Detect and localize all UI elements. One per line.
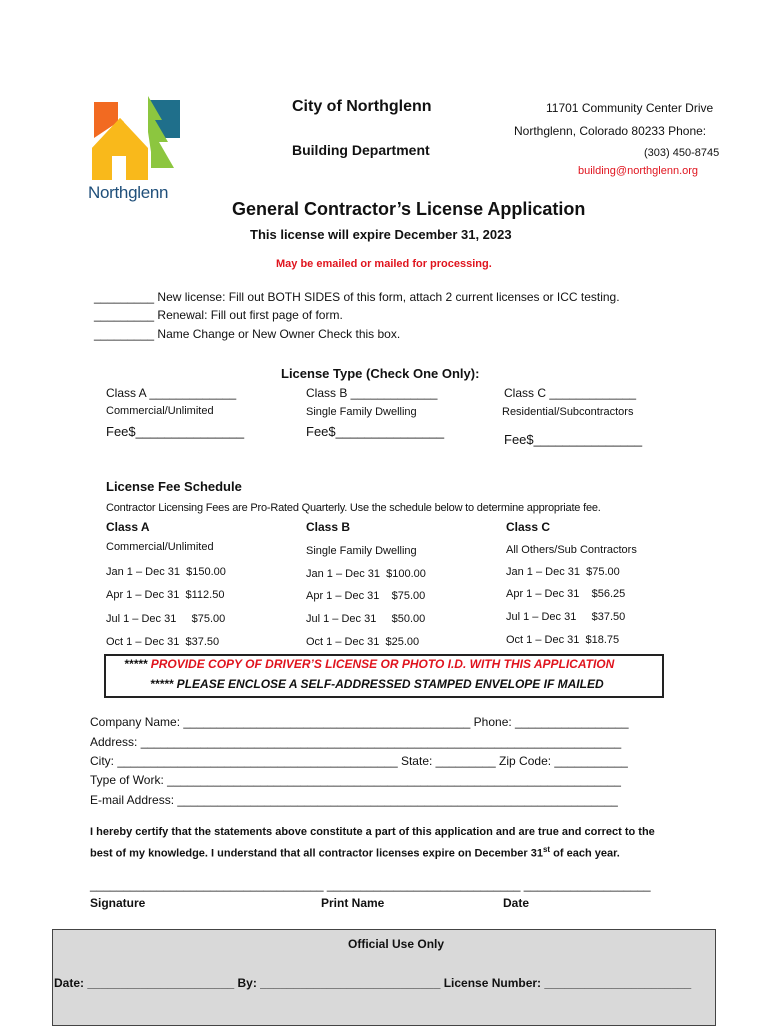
schedule-class-c-desc: All Others/Sub Contractors [506, 544, 637, 556]
class-c-desc: Residential/Subcontractors [502, 406, 634, 418]
certification-line-1: I hereby certify that the statements above constitute a part of this application and are true and correct to the [90, 826, 655, 838]
schedule-class-a-desc: Commercial/Unlimited [106, 541, 214, 553]
notice-line-2: ***** PLEASE ENCLOSE A SELF-ADDRESSED STAMPED ENVELOPE IF MAILED [150, 677, 604, 691]
schedule-class-b-name: Class B [306, 520, 351, 534]
email-field[interactable]: E-mail Address: __________________________________________________________________ [90, 793, 618, 807]
expiry-note: This license will expire December 31, 2023 [250, 227, 512, 242]
submission-note: May be emailed or mailed for processing. [276, 258, 492, 270]
class-c-select[interactable]: Class C _____________ [504, 386, 637, 400]
city-title: City of Northglenn [292, 98, 432, 115]
class-a-desc: Commercial/Unlimited [106, 405, 214, 417]
schedule-class-c-name: Class C [506, 520, 551, 534]
certification-text: best of my knowledge. I understand that all contractor licenses expire on December 31 [90, 847, 543, 860]
schedule-b-row: Oct 1 – Dec 31 $25.00 [306, 636, 420, 648]
schedule-class-a-name: Class A [106, 520, 150, 534]
notice-id-requirement: PROVIDE COPY OF DRIVER’S LICENSE OR PHOTO I.D. WITH THIS APPLICATION [150, 657, 615, 671]
schedule-a-row: Apr 1 – Dec 31 $112.50 [106, 589, 225, 601]
ordinal-suffix: st [542, 845, 551, 854]
option-new-license[interactable]: _________ New license: Fill out BOTH SIDES of this form, attach 2 current licenses or ICC testing. [94, 290, 620, 304]
certification-text-end: of each year. [550, 847, 620, 860]
type-of-work-field[interactable]: Type of Work: ____________________________________________________________________ [90, 773, 621, 787]
company-phone-field[interactable]: Company Name: ___________________________________________ Phone: _________________ [90, 715, 629, 729]
notice-stars: ***** [124, 657, 151, 671]
certification-line-2 [90, 845, 620, 860]
class-a-select[interactable]: Class A _____________ [106, 386, 237, 400]
option-name-change[interactable]: _________ Name Change or New Owner Check this box. [94, 327, 401, 341]
notice-line-1 [124, 657, 614, 671]
logo-house-tree-icon [88, 92, 188, 184]
fee-schedule-intro: Contractor Licensing Fees are Pro-Rated Quarterly. Use the schedule below to determine appropriate fee. [106, 502, 601, 514]
schedule-class-b-desc: Single Family Dwelling [306, 545, 417, 557]
official-use-title: Official Use Only [348, 937, 445, 951]
city-logo [88, 92, 188, 200]
class-b-desc: Single Family Dwelling [306, 406, 417, 418]
official-use-fields[interactable]: Date: ______________________ By: ___________________________ License Number: ______________________ [54, 976, 692, 990]
class-b-select[interactable]: Class B _____________ [306, 386, 438, 400]
fee-schedule-heading: License Fee Schedule [106, 479, 242, 494]
print-name-label: Print Name [321, 896, 385, 910]
address-line-2: Northglenn, Colorado 80233 Phone: [514, 124, 707, 138]
class-c-fee[interactable]: Fee$_______________ [504, 432, 643, 447]
form-title: General Contractor’s License Application [232, 199, 586, 219]
email-link[interactable]: building@northglenn.org [578, 165, 699, 177]
schedule-b-row: Jan 1 – Dec 31 $100.00 [306, 568, 426, 580]
address-line-1: 11701 Community Center Drive [546, 101, 714, 115]
address-field[interactable]: Address: ________________________________________________________________________ [90, 735, 622, 749]
option-renewal[interactable]: _________ Renewal: Fill out first page of form. [94, 308, 343, 322]
schedule-c-row: Oct 1 – Dec 31 $18.75 [506, 634, 620, 646]
city-state-zip-field[interactable]: City: __________________________________________ State: _________ Zip Code: ___________ [90, 754, 628, 768]
department-name: Building Department [292, 142, 430, 158]
schedule-a-row: Oct 1 – Dec 31 $37.50 [106, 636, 220, 648]
signature-lines[interactable]: ___________________________________ _____________________________ ___________________ [90, 878, 651, 892]
schedule-c-row: Jul 1 – Dec 31 $37.50 [506, 611, 626, 623]
schedule-c-row: Jan 1 – Dec 31 $75.00 [506, 566, 620, 578]
license-type-heading: License Type (Check One Only): [281, 366, 480, 381]
schedule-c-row: Apr 1 – Dec 31 $56.25 [506, 588, 626, 600]
phone-number: (303) 450-8745 [644, 147, 720, 159]
schedule-a-row: Jan 1 – Dec 31 $150.00 [106, 566, 226, 578]
logo-wordmark: Northglenn [88, 183, 169, 202]
date-label: Date [503, 896, 530, 910]
signature-label: Signature [90, 896, 146, 910]
schedule-b-row: Jul 1 – Dec 31 $50.00 [306, 613, 426, 625]
class-a-fee[interactable]: Fee$_______________ [106, 424, 245, 439]
schedule-b-row: Apr 1 – Dec 31 $75.00 [306, 590, 426, 602]
class-b-fee[interactable]: Fee$_______________ [306, 424, 445, 439]
schedule-a-row: Jul 1 – Dec 31 $75.00 [106, 613, 226, 625]
